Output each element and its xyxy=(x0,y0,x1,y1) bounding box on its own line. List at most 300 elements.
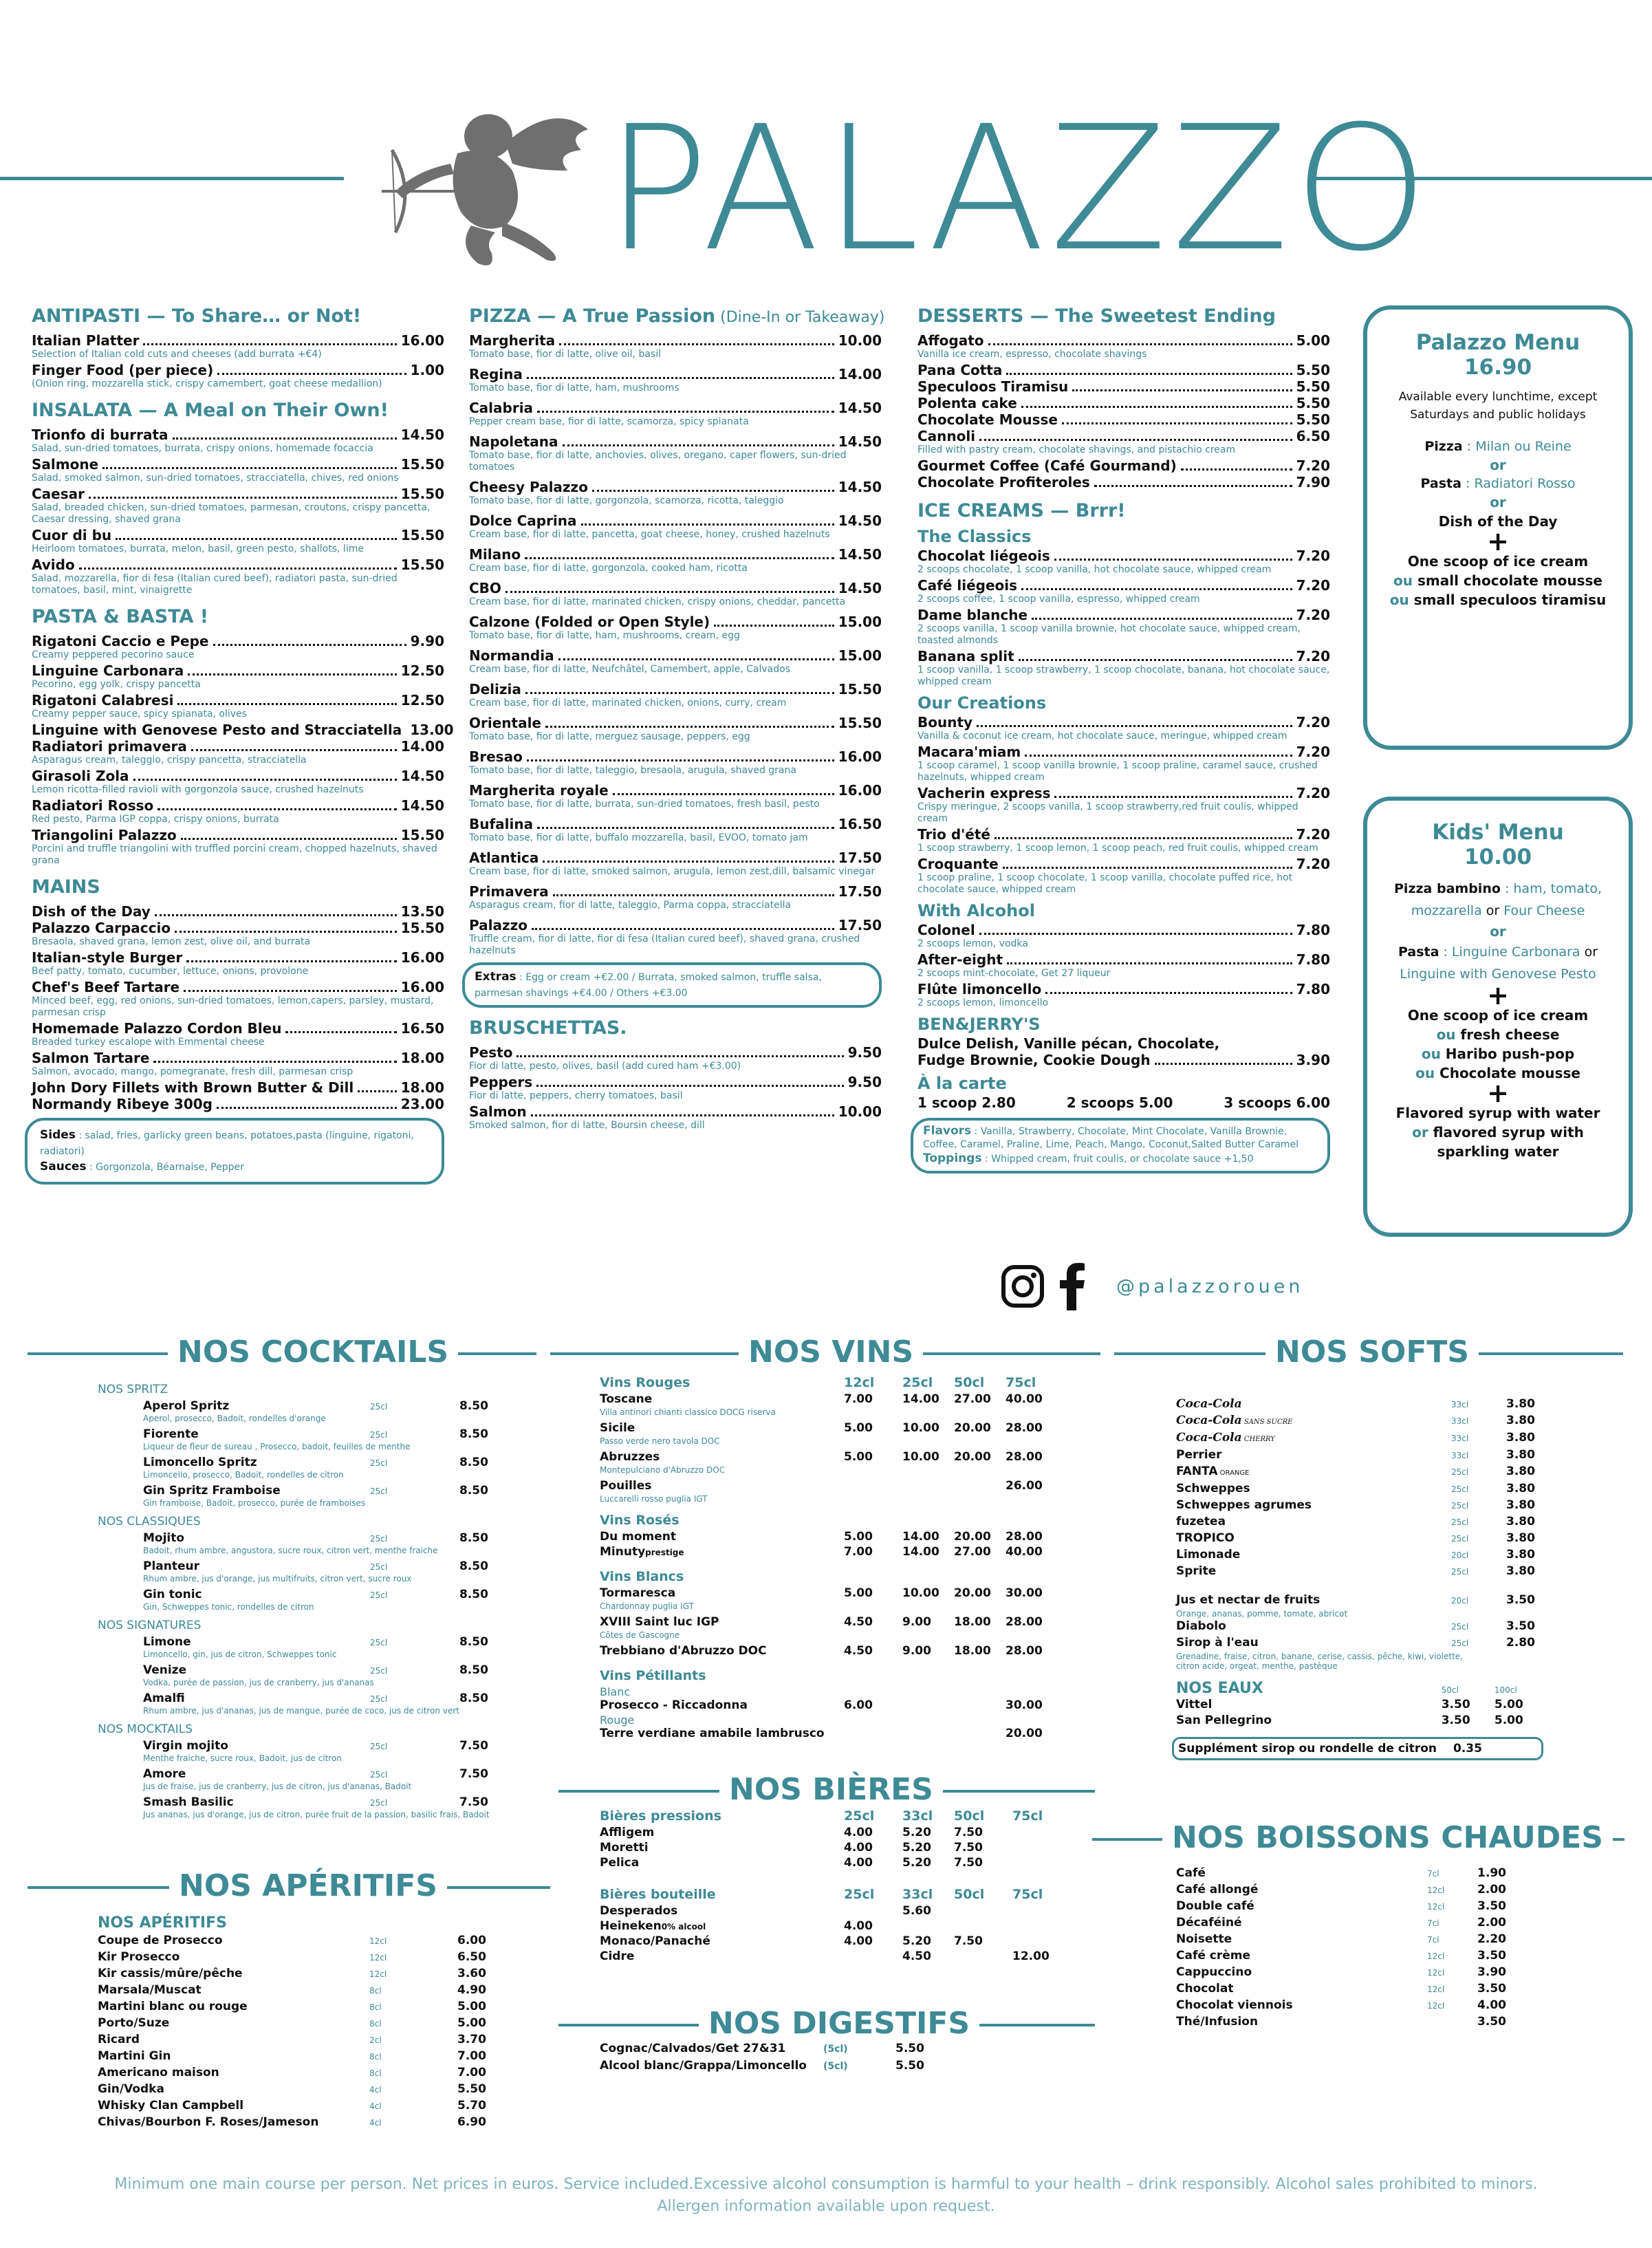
menu-item-name: Normandia xyxy=(469,647,554,664)
digestif-name: Alcool blanc/Grappa/Limoncello xyxy=(600,2059,807,2073)
alcohol-list xyxy=(917,922,1330,1009)
menu-item-name: Cuor di bu xyxy=(32,527,112,543)
bruschettas-list xyxy=(469,1044,882,1132)
menu-item-name: Peppers xyxy=(469,1074,533,1090)
sirop-description: Grenadine, fraise, citron, banane, cerise, cassis, pêche, kiwi, violette, citron acide, orgeat, menthe, pastèque xyxy=(1176,1652,1463,1671)
menu-item xyxy=(917,332,1330,349)
beer-col-header: 33cl xyxy=(902,1887,933,1902)
wine-row-price: 26.00 xyxy=(1006,1479,1043,1493)
menu-item-leader xyxy=(537,411,834,413)
menu-item xyxy=(32,722,454,738)
menu-item-price: 15.50 xyxy=(838,681,882,698)
digestif-price: 5.50 xyxy=(895,2042,924,2055)
facebook-icon[interactable] xyxy=(1058,1262,1086,1310)
aperitif-volume: 12cl xyxy=(369,1969,387,1979)
eaux-row xyxy=(1176,1697,1547,1713)
instagram-icon[interactable] xyxy=(1001,1264,1045,1308)
flavors-text: : Vanilla, Strawberry, Chocolate, Mint Chocolate, Vanilla Brownie, Coffee, Caramel, Praline, Lime, Peach, Mango, Coconut,Salted Butter Caramel xyxy=(923,1126,1299,1150)
soft-row-price: 3.80 xyxy=(1506,1465,1535,1478)
hot-drink-name: Chocolat xyxy=(1176,1982,1234,1996)
hot-drink-name: Décaféiné xyxy=(1176,1916,1242,1930)
cocktail-row xyxy=(98,1795,510,1810)
creations-title: Our Creations xyxy=(917,693,1047,713)
digestifs-title: NOS DIGESTIFS xyxy=(699,2006,979,2041)
menu-item xyxy=(469,366,882,382)
beer-row-name: Monaco/Panaché xyxy=(600,1934,710,1948)
wine-group-header xyxy=(600,1570,1054,1586)
cocktail-row xyxy=(98,1484,510,1498)
soft-row-price: 3.80 xyxy=(1506,1414,1535,1427)
aperitif-name: Gin/Vodka xyxy=(98,2082,164,2096)
aperitif-price: 3.70 xyxy=(457,2033,486,2046)
footer-notice xyxy=(0,2174,1652,2218)
palazzo-menu-box xyxy=(1363,305,1633,750)
menu-item-description: Tomato base, fior di latte, anchovies, olives, oregano, caper flowers, sun-dried tomatoes xyxy=(469,450,847,473)
juice-row-price: 3.50 xyxy=(1506,1593,1535,1607)
cocktail-group-title: NOS CLASSIQUES xyxy=(98,1515,201,1528)
menu-item-name: Orientale xyxy=(469,715,541,731)
cocktail-name: Planteur xyxy=(143,1559,200,1573)
kids-pizza-or: or xyxy=(1481,903,1504,918)
cocktail-volume: 25cl xyxy=(370,1487,388,1496)
soft-row-volume: 20cl xyxy=(1451,1550,1469,1560)
aperitif-row xyxy=(98,2049,503,2065)
extras-text: : Egg or cream +€2.00 / Burrata, smoked salmon, truffle salsa, parmesan shavings +€4.00 / Others +€3.00 xyxy=(475,972,822,999)
chaudes-list xyxy=(1176,1866,1506,2030)
wine-col-header: 75cl xyxy=(1006,1375,1036,1390)
menu-item-description: 1 scoop strawberry, 1 scoop lemon, 1 scoop peach, red fruit coulis, whipped cream xyxy=(917,843,1318,854)
cocktail-price: 7.50 xyxy=(459,1739,488,1753)
softs-title: NOS SOFTS xyxy=(1265,1334,1479,1370)
aperitif-volume: 4cl xyxy=(369,2101,382,2111)
menu-item-leader xyxy=(525,692,834,694)
beer-row-name: Moretti xyxy=(600,1841,649,1855)
soft-row xyxy=(1176,1564,1547,1580)
menu-item-description: Pepper cream base, fior di latte, scamorza, spicy spianata xyxy=(469,416,749,427)
cocktail-name: Mojito xyxy=(143,1531,185,1545)
menu-item-price: 17.50 xyxy=(838,917,882,933)
wine-group-title: Vins Rouges xyxy=(600,1375,691,1390)
menu-item-price: 14.00 xyxy=(400,738,444,755)
digestif-volume: (5cl) xyxy=(823,2044,848,2055)
cocktail-volume: 25cl xyxy=(370,1562,388,1572)
menu-item-name: Polenta cake xyxy=(917,395,1017,411)
menu-item-leader xyxy=(1062,422,1292,424)
menu-item-name: Finger Food (per piece) xyxy=(32,362,214,378)
eaux-col-header: 50cl xyxy=(1441,1685,1459,1695)
kids-mousse: Chocolate mousse xyxy=(1435,1065,1580,1081)
menu-item-leader xyxy=(527,377,834,379)
digestif-name: Cognac/Calvados/Get 27&31 xyxy=(600,2042,786,2055)
aperitif-price: 7.00 xyxy=(457,2049,486,2063)
hot-drink-volume: 12cl xyxy=(1427,1968,1445,1978)
aperitif-row xyxy=(98,2098,503,2115)
soft-row-price: 3.80 xyxy=(1506,1482,1535,1495)
aperitif-name: Chivas/Bourbon F. Roses/Jameson xyxy=(98,2115,319,2129)
menu-item-name: Vacherin express xyxy=(917,785,1051,801)
menu-item-name: Bufalina xyxy=(469,816,534,832)
menu-item-description: Tomato base, fior di latte, ham, mushrooms xyxy=(469,382,680,393)
cocktail-row xyxy=(98,1588,510,1602)
wine-row-price: 40.00 xyxy=(1006,1392,1043,1406)
scoop-two: 2 scoops 5.00 xyxy=(1066,1094,1173,1111)
diabolo-row xyxy=(1176,1619,1547,1635)
soft-row-name: FANTA ORANGE xyxy=(1176,1465,1250,1478)
menu-item-name: Palazzo xyxy=(469,917,528,933)
soft-row-price: 3.80 xyxy=(1506,1548,1535,1561)
aperitif-price: 5.00 xyxy=(457,2000,486,2013)
beer-spacer xyxy=(600,1871,1054,1888)
wine-row-price: 5.00 xyxy=(844,1450,873,1464)
eaux-row xyxy=(1176,1713,1547,1729)
beer-col-header: 75cl xyxy=(1012,1808,1043,1824)
menu-item-leader xyxy=(517,1055,843,1057)
wine-row-price: 40.00 xyxy=(1006,1545,1043,1559)
menu-item-price: 14.50 xyxy=(838,433,882,450)
aperitif-name: Whisky Clan Campbell xyxy=(98,2099,244,2112)
toppings-label: Toppings xyxy=(923,1152,982,1165)
menu-item-leader xyxy=(506,591,834,593)
juice-row-name: Jus et nectar de fruits xyxy=(1176,1593,1320,1607)
cocktails-list xyxy=(98,1376,510,1824)
cocktail-name: Limone xyxy=(143,1635,191,1649)
sirop-row-price: 2.80 xyxy=(1506,1636,1535,1650)
eaux-col-header: 100cl xyxy=(1494,1685,1517,1695)
kids-menu-or: or xyxy=(1490,923,1506,940)
menu-item xyxy=(469,614,882,630)
wine-row-price: 7.00 xyxy=(844,1392,873,1406)
beer-row xyxy=(600,1949,1054,1965)
social-handle[interactable]: @palazzorouen xyxy=(1116,1275,1304,1297)
menu-item xyxy=(469,479,882,495)
soft-row xyxy=(1176,1447,1547,1464)
aperitif-row xyxy=(98,1982,503,1999)
soft-row-volume: 25cl xyxy=(1451,1534,1469,1544)
aperitif-name: Coupe de Prosecco xyxy=(98,1934,223,1947)
aperitif-price: 6.50 xyxy=(457,1950,486,1964)
soft-row-volume: 25cl xyxy=(1451,1484,1469,1494)
menu-item xyxy=(32,426,444,443)
cocktail-price: 8.50 xyxy=(459,1456,488,1469)
soft-row xyxy=(1176,1531,1547,1547)
menu-item-description: Vanilla & coconut ice cream, hot chocolate sauce, meringue, whipped cream xyxy=(917,731,1287,742)
menu-item-name: Italian-style Burger xyxy=(32,949,183,966)
menu-item-leader xyxy=(186,960,397,962)
scoop-prices xyxy=(917,1094,1330,1111)
menu-item-description: Porcini and truffle triangolini with truffled porcini cream, chopped hazelnuts, shaved grana xyxy=(32,843,437,866)
menu-item-leader xyxy=(1006,373,1292,375)
menu-item-description: Tomato base, fior di latte, merguez sausage, peppers, egg xyxy=(469,731,750,742)
menu-item-description: Fior di latte, peppers, cherry tomatoes, basil xyxy=(469,1090,683,1101)
cocktail-description: Badoit, rhum ambre, angustora, sucre roux, citron vert, menthe fraiche xyxy=(143,1546,438,1555)
eaux-header xyxy=(1176,1682,1547,1697)
hot-drink-price: 1.90 xyxy=(1477,1866,1506,1880)
soft-row-name: Coca-Cola SANS SUCRE xyxy=(1176,1414,1293,1427)
social-row xyxy=(1001,1262,1303,1310)
hot-drink-row xyxy=(1176,1882,1506,1899)
cocktail-price: 8.50 xyxy=(459,1635,488,1649)
cocktail-row xyxy=(98,1635,510,1650)
digestif-row xyxy=(600,2040,957,2057)
cocktail-name: Gin Spritz Framboise xyxy=(143,1484,281,1498)
menu-item-leader xyxy=(191,749,397,751)
aperitif-name: Marsala/Muscat xyxy=(98,1983,202,1997)
menu-item-leader xyxy=(592,490,834,492)
wine-row-price: 9.00 xyxy=(902,1615,931,1629)
menu-item-name: Salmon Tartare xyxy=(32,1050,150,1066)
menu-item xyxy=(469,782,882,799)
menu-item-leader xyxy=(527,759,834,761)
palazzo-menu-pasta-options: : Radiatori Rosso xyxy=(1461,476,1576,491)
menu-item-description: Beef patty, tomato, cucumber, lettuce, onions, provolone xyxy=(32,966,309,977)
menu-item-price: 7.20 xyxy=(1296,856,1330,872)
menu-item xyxy=(917,548,1330,564)
soft-row-name: Coca-Cola xyxy=(1176,1397,1242,1411)
menu-item-description: 1 scoop praline, 1 scoop chocolate, 1 scoop vanilla, chocolate puffed rice, hot chocolate sauce, whipped cream xyxy=(917,872,1293,895)
hot-drink-price: 3.90 xyxy=(1477,1965,1506,1979)
menu-item-price: 9.50 xyxy=(847,1044,882,1061)
cocktail-price: 8.50 xyxy=(459,1692,488,1705)
aperitif-name: Kir cassis/mûre/pêche xyxy=(98,1967,243,1980)
menu-item-leader xyxy=(979,439,1292,441)
wine-row xyxy=(600,1479,1054,1494)
palazzo-menu-or-1: or xyxy=(1490,457,1506,473)
beer-row-price: 7.50 xyxy=(954,1826,983,1839)
menu-item-price: 16.50 xyxy=(838,816,882,832)
extras-box xyxy=(462,962,882,1008)
menu-item-description: Filled with pastry cream, chocolate shavings, and pistachio cream xyxy=(917,444,1236,455)
aperitifs-list xyxy=(98,1909,503,2131)
soft-row-name: Limonade xyxy=(1176,1548,1241,1561)
wine-description: Côtes de Gascogne xyxy=(600,1630,680,1640)
menu-item-name: Chocolat liégeois xyxy=(917,548,1050,564)
menu-item-price: 15.00 xyxy=(838,614,882,630)
classics-title: The Classics xyxy=(917,527,1032,546)
wine-row xyxy=(600,1644,1054,1659)
menu-item-price: 13.00 xyxy=(410,722,454,738)
menu-item-price: 14.50 xyxy=(838,512,882,529)
menu-item-name: Margherita xyxy=(469,332,556,349)
sauces-label: Sauces xyxy=(40,1160,87,1174)
hot-drink-name: Café xyxy=(1176,1866,1206,1880)
menu-item xyxy=(469,1074,882,1090)
cocktail-volume: 25cl xyxy=(370,1694,388,1704)
menu-item-description: Tomato base, fior di latte, taleggio, bresaola, arugula, shaved grana xyxy=(469,765,796,776)
menu-item-name: CBO xyxy=(469,580,501,596)
menu-item xyxy=(469,647,882,664)
menu-item-price: 14.50 xyxy=(838,479,882,495)
wine-row-price: 20.00 xyxy=(954,1421,991,1435)
kids-syrup-water: Flavored syrup with water xyxy=(1395,1105,1600,1121)
menu-item-leader xyxy=(1072,389,1292,391)
cocktail-price: 8.50 xyxy=(459,1588,488,1601)
kids-pasta-or: or xyxy=(1580,944,1598,960)
kids-menu-box xyxy=(1363,797,1633,1237)
hot-drink-row xyxy=(1176,1915,1506,1932)
palazzo-menu-pizza-label: Pizza xyxy=(1424,439,1463,454)
menu-item-name: Banana split xyxy=(917,648,1014,664)
cocktail-group-title: NOS SIGNATURES xyxy=(98,1619,202,1632)
cocktail-volume: 25cl xyxy=(370,1638,388,1647)
hot-drink-name: Café allongé xyxy=(1176,1883,1259,1896)
cocktail-row xyxy=(98,1692,510,1706)
menu-item xyxy=(917,457,1330,474)
menu-item-name: Dame blanche xyxy=(917,607,1028,623)
wine-color-label: Blanc xyxy=(600,1685,631,1698)
beer-row-price: 4.00 xyxy=(844,1919,873,1933)
cocktail-volume: 25cl xyxy=(370,1590,388,1600)
beer-group-title: Bières pressions xyxy=(600,1808,721,1824)
header-rule-left xyxy=(0,177,344,180)
sides-box xyxy=(25,1118,444,1185)
menu-item xyxy=(917,607,1330,623)
menu-item-leader xyxy=(188,673,397,676)
menu-item-leader xyxy=(1094,485,1292,487)
menu-item-name: Rigatoni Calabresi xyxy=(32,692,174,709)
cocktail-volume: 25cl xyxy=(370,1402,388,1412)
menu-item xyxy=(917,951,1330,968)
cocktail-price: 7.50 xyxy=(459,1767,488,1781)
menu-item-name: Margherita royale xyxy=(469,782,609,799)
menu-item-description: Creamy peppered pecorino sauce xyxy=(32,649,195,660)
menu-item-price: 7.20 xyxy=(1296,548,1330,564)
cocktail-row xyxy=(98,1456,510,1470)
benjerrys-line2: Fudge Brownie, Cookie Dough 3.90 xyxy=(917,1052,1330,1068)
wine-row xyxy=(600,1392,1054,1407)
menu-item xyxy=(469,433,882,450)
menu-item-name: Linguine with Genovese Pesto and Stracciatella xyxy=(32,722,402,738)
cocktail-volume: 25cl xyxy=(370,1458,388,1468)
mains-list xyxy=(32,903,444,1112)
beer-col-header: 75cl xyxy=(1012,1887,1043,1902)
menu-item-leader xyxy=(1021,588,1292,590)
menu-item-leader xyxy=(173,437,397,440)
beer-row xyxy=(600,1919,1054,1934)
menu-item-leader xyxy=(979,933,1292,935)
menu-item-description: 2 scoops coffee, 1 scoop vanilla, espresso, whipped cream xyxy=(917,594,1200,605)
menu-item xyxy=(32,332,444,349)
menu-item-name: Cheesy Palazzo xyxy=(469,479,588,495)
wine-row xyxy=(600,1450,1054,1465)
aperitifs-title: NOS APÉRITIFS xyxy=(169,1868,447,1903)
cocktail-row xyxy=(98,1531,510,1546)
menu-item-description: Lemon ricotta-filled ravioli with gorgonzola sauce, crushed hazelnuts xyxy=(32,784,364,795)
sirop-row xyxy=(1176,1635,1547,1652)
beer-col-header: 33cl xyxy=(902,1808,933,1824)
palazzo-menu-price: 16.90 xyxy=(1464,355,1532,380)
hot-drink-volume: 7cl xyxy=(1427,1869,1439,1879)
soft-row xyxy=(1176,1396,1547,1413)
beer-row-price: 7.50 xyxy=(954,1934,983,1948)
diabolo-row-volume: 25cl xyxy=(1451,1622,1469,1632)
menu-item-name: Bresao xyxy=(469,748,523,765)
menu-item xyxy=(32,1096,444,1112)
hot-drink-price: 2.00 xyxy=(1477,1916,1506,1930)
menu-item xyxy=(469,546,882,563)
cocktail-description: Vodka, purée de passion, jus de cranberry, jus d'ananas xyxy=(143,1678,374,1687)
menu-item-description: Heirloom tomatoes, burrata, melon, basil, green pesto, shallots, lime xyxy=(32,543,364,554)
menu-item-leader xyxy=(217,373,406,375)
menu-item-name: Cannoli xyxy=(917,428,976,444)
cocktail-description: Aperol, prosecco, Badoit, rondelles d'orange xyxy=(143,1414,326,1423)
kids-pasta-label: Pasta xyxy=(1398,944,1439,960)
menu-item-price: 7.20 xyxy=(1296,607,1330,623)
menu-item-price: 15.00 xyxy=(838,647,882,664)
menu-item-leader xyxy=(581,523,834,526)
soft-row-volume: 33cl xyxy=(1451,1400,1469,1409)
aperitif-name: Americano maison xyxy=(98,2066,219,2079)
aperitif-price: 5.70 xyxy=(457,2099,486,2112)
aperitif-volume: 2cl xyxy=(369,2035,382,2045)
wine-row-price: 18.00 xyxy=(954,1615,991,1629)
soft-row xyxy=(1176,1413,1547,1430)
menu-item-description: Minced beef, egg, red onions, sun-dried tomatoes, lemon,capers, parsley, mustard, parmesan crisp xyxy=(32,995,434,1018)
menu-item-description: Cream base, fior di latte, gorgonzola, cooked ham, ricotta xyxy=(469,563,748,574)
menu-item-leader xyxy=(977,725,1292,727)
soft-row-volume: 25cl xyxy=(1451,1467,1469,1477)
wine-row-price: 28.00 xyxy=(1006,1530,1043,1544)
menu-item xyxy=(917,826,1330,843)
wine-row xyxy=(600,1586,1054,1601)
benjerrys-title: BEN&JERRY'S xyxy=(917,1015,1041,1034)
palazzo-menu-ou-1: ou xyxy=(1393,572,1413,589)
menu-item xyxy=(32,692,444,709)
hot-drink-volume: 12cl xyxy=(1427,1952,1445,1961)
hot-drink-row xyxy=(1176,1965,1506,1981)
eaux-name: San Pellegrino xyxy=(1176,1714,1272,1727)
cocktail-price: 8.50 xyxy=(459,1531,488,1545)
kids-ou-3: ou xyxy=(1415,1065,1435,1081)
menu-item-description: Cream base, fior di latte, pancetta, goat cheese, honey, crushed hazelnuts xyxy=(469,529,830,540)
wine-description: Luccarelli rosso puglia IGT xyxy=(600,1494,708,1504)
palazzo-menu-ou-2: ou xyxy=(1389,592,1409,608)
menu-item-price: 14.50 xyxy=(838,546,882,563)
wine-row-price: 6.00 xyxy=(844,1698,873,1712)
menu-item xyxy=(917,922,1330,938)
menu-item-name: Primavera xyxy=(469,883,549,900)
hot-drink-volume: 7cl xyxy=(1427,1919,1439,1928)
menu-item xyxy=(469,681,882,698)
menu-item xyxy=(32,768,444,784)
menu-item-price: 14.50 xyxy=(838,580,882,596)
cocktail-group-title: NOS MOCKTAILS xyxy=(98,1722,193,1736)
beer-row-price: 12.00 xyxy=(1012,1949,1050,1963)
menu-item-price: 5.50 xyxy=(1296,395,1330,411)
wine-col-header: 50cl xyxy=(954,1375,985,1390)
cocktails-title: NOS COCKTAILS xyxy=(168,1334,458,1370)
cocktail-description: Gin framboise, Badoit, prosecco, purée de framboises xyxy=(143,1498,366,1508)
aperitif-price: 5.50 xyxy=(457,2082,486,2096)
cocktail-volume: 25cl xyxy=(370,1430,388,1440)
kids-haribo: Haribo push-pop xyxy=(1440,1046,1575,1062)
menu-item xyxy=(32,903,444,920)
beer-row-price: 4.00 xyxy=(844,1826,873,1839)
menu-item-description: Vanilla ice cream, espresso, chocolate shavings xyxy=(917,349,1147,360)
wine-row-price: 4.50 xyxy=(844,1644,873,1658)
menu-item-price: 5.50 xyxy=(1296,362,1330,378)
aperitif-volume: 12cl xyxy=(369,1936,387,1946)
menu-item-name: Normandy Ribeye 300g xyxy=(32,1096,213,1112)
menu-item-leader xyxy=(563,444,834,446)
wine-row xyxy=(600,1421,1054,1436)
wine-row xyxy=(600,1545,1054,1560)
beer-row-price: 5.20 xyxy=(902,1934,931,1948)
wine-row-name: Terre verdiane amabile lambrusco xyxy=(600,1727,825,1740)
cocktail-name: Virgin mojito xyxy=(143,1739,228,1753)
creations-list xyxy=(917,714,1330,896)
kids-menu-title: Kids' Menu xyxy=(1432,820,1564,845)
aperitif-volume: 8cl xyxy=(369,2068,382,2078)
